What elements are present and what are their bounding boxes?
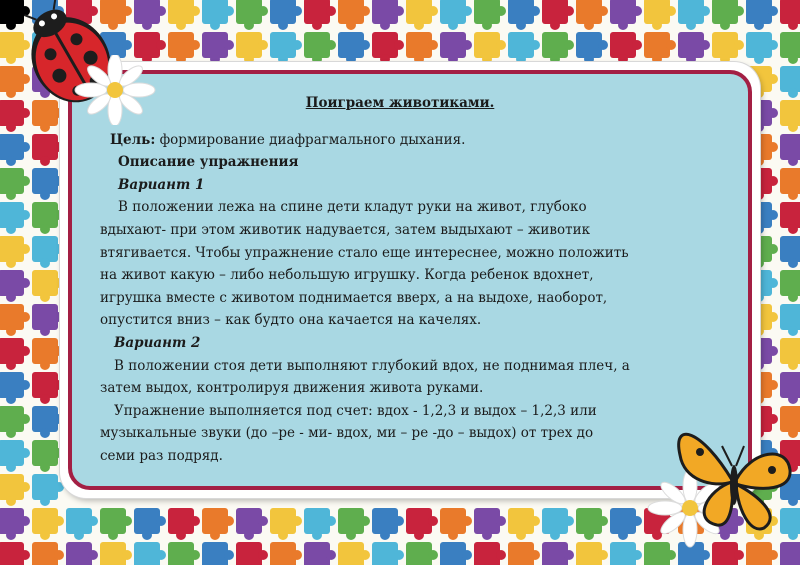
- puzzle-piece: [712, 0, 744, 30]
- puzzle-piece: [236, 0, 268, 30]
- puzzle-piece: [202, 542, 234, 565]
- puzzle-piece: [406, 0, 438, 30]
- puzzle-piece: [236, 32, 268, 64]
- puzzle-piece: [338, 508, 370, 540]
- puzzle-piece: [780, 236, 800, 268]
- puzzle-piece: [780, 66, 800, 98]
- text-line: опустится вниз – как будто она качается на качелях.: [100, 312, 482, 329]
- puzzle-piece: [0, 440, 30, 472]
- puzzle-piece: [780, 100, 800, 132]
- puzzle-piece: [0, 474, 30, 506]
- puzzle-piece: [508, 508, 540, 540]
- puzzle-piece: [440, 32, 472, 64]
- puzzle-piece: [746, 32, 778, 64]
- goal-line: [100, 129, 700, 152]
- puzzle-piece: [780, 168, 800, 200]
- puzzle-piece: [780, 338, 800, 370]
- puzzle-piece: [338, 542, 370, 565]
- puzzle-piece: [576, 508, 608, 540]
- text-line: В положении лежа на спине дети кладут руки на живот, глубоко: [118, 199, 587, 216]
- puzzle-piece: [372, 32, 404, 64]
- puzzle-piece: [610, 32, 642, 64]
- puzzle-piece: [508, 0, 540, 30]
- puzzle-piece: [610, 542, 642, 565]
- goal-label: Цель:: [110, 131, 156, 148]
- text-line: Упражнение выполняется под счет: вдох - 1,2,3 и выдох – 1,2,3 или: [114, 402, 597, 419]
- text-line: музыкальные звуки (до –ре - ми- вдох, ми – ре -до – выдох) от трех до: [100, 425, 594, 442]
- puzzle-piece: [202, 32, 234, 64]
- puzzle-piece: [0, 338, 30, 370]
- puzzle-piece: [474, 542, 506, 565]
- variant2-heading: Вариант 2: [114, 334, 201, 351]
- puzzle-piece: [576, 542, 608, 565]
- puzzle-piece: [746, 542, 778, 565]
- puzzle-piece: [440, 0, 472, 30]
- puzzle-piece: [304, 542, 336, 565]
- exercise-text: [100, 92, 700, 468]
- puzzle-piece: [780, 134, 800, 166]
- puzzle-piece: [32, 474, 64, 506]
- puzzle-piece: [780, 32, 800, 64]
- puzzle-piece: [678, 0, 710, 30]
- variant2-paragraph: [100, 355, 700, 468]
- puzzle-piece: [780, 372, 800, 404]
- puzzle-piece: [32, 542, 64, 565]
- puzzle-piece: [644, 32, 676, 64]
- text-line: игрушка вместе с животом поднимается вверх, а на выдохе, наоборот,: [100, 289, 608, 306]
- puzzle-piece: [542, 542, 574, 565]
- puzzle-piece: [474, 0, 506, 30]
- puzzle-piece: [0, 372, 30, 404]
- text-line: семи раз подряд.: [100, 447, 223, 464]
- puzzle-piece: [474, 508, 506, 540]
- puzzle-piece: [542, 32, 574, 64]
- puzzle-piece: [66, 508, 98, 540]
- variant1-paragraph: [100, 196, 700, 332]
- puzzle-piece: [542, 0, 574, 30]
- puzzle-piece: [134, 542, 166, 565]
- puzzle-piece: [202, 508, 234, 540]
- puzzle-piece: [168, 508, 200, 540]
- puzzle-piece: [100, 508, 132, 540]
- puzzle-piece: [0, 202, 30, 234]
- puzzle-piece: [304, 508, 336, 540]
- text-line: вдыхают- при этом животик надувается, затем выдыхают – животик: [100, 221, 591, 238]
- puzzle-piece: [474, 32, 506, 64]
- puzzle-piece: [32, 508, 64, 540]
- puzzle-piece: [576, 0, 608, 30]
- puzzle-piece: [576, 32, 608, 64]
- puzzle-piece: [780, 304, 800, 336]
- puzzle-piece: [0, 168, 30, 200]
- text-line: затем выдох, контролируя движения живота руками.: [100, 380, 484, 397]
- page-title: Поиграем животиками.: [305, 95, 495, 111]
- puzzle-piece: [780, 0, 800, 30]
- puzzle-piece: [780, 202, 800, 234]
- puzzle-piece: [508, 542, 540, 565]
- text-line: втягивается. Чтобы упражнение стало еще интереснее, можно положить: [100, 244, 629, 261]
- goal-text: формирование диафрагмального дыхания.: [155, 131, 466, 148]
- puzzle-piece: [406, 508, 438, 540]
- puzzle-piece: [304, 32, 336, 64]
- puzzle-piece: [202, 0, 234, 30]
- puzzle-piece: [610, 0, 642, 30]
- puzzle-piece: [372, 542, 404, 565]
- text-line: на живот какую – либо небольшую игрушку. Когда ребенок вдохнет,: [100, 267, 594, 284]
- puzzle-piece: [610, 508, 642, 540]
- puzzle-piece: [168, 0, 200, 30]
- puzzle-piece: [66, 542, 98, 565]
- puzzle-piece: [644, 0, 676, 30]
- puzzle-piece: [168, 32, 200, 64]
- puzzle-piece: [440, 542, 472, 565]
- puzzle-piece: [304, 0, 336, 30]
- puzzle-piece: [542, 508, 574, 540]
- puzzle-piece: [270, 0, 302, 30]
- puzzle-piece: [372, 508, 404, 540]
- puzzle-piece: [0, 406, 30, 438]
- puzzle-piece: [338, 32, 370, 64]
- puzzle-piece: [0, 134, 30, 166]
- puzzle-piece: [100, 542, 132, 565]
- puzzle-piece: [0, 270, 30, 302]
- puzzle-piece: [508, 32, 540, 64]
- text-line: В положении стоя дети выполняют глубокий вдох, не поднимая плеч, а: [114, 357, 630, 374]
- puzzle-piece: [440, 508, 472, 540]
- puzzle-piece: [712, 32, 744, 64]
- puzzle-piece: [678, 32, 710, 64]
- puzzle-piece: [406, 542, 438, 565]
- puzzle-piece: [406, 32, 438, 64]
- puzzle-piece: [270, 542, 302, 565]
- description-heading: Описание упражнения: [118, 154, 299, 171]
- puzzle-piece: [780, 542, 800, 565]
- puzzle-piece: [746, 0, 778, 30]
- puzzle-piece: [236, 542, 268, 565]
- puzzle-piece: [134, 508, 166, 540]
- puzzle-piece: [0, 236, 30, 268]
- puzzle-piece: [134, 0, 166, 30]
- puzzle-piece: [236, 508, 268, 540]
- puzzle-piece: [0, 508, 30, 540]
- puzzle-piece: [0, 542, 30, 565]
- puzzle-piece: [168, 542, 200, 565]
- puzzle-piece: [0, 304, 30, 336]
- variant1-heading: Вариант 1: [118, 176, 205, 193]
- puzzle-piece: [372, 0, 404, 30]
- puzzle-piece: [780, 270, 800, 302]
- puzzle-piece: [270, 508, 302, 540]
- puzzle-piece: [338, 0, 370, 30]
- puzzle-piece: [270, 32, 302, 64]
